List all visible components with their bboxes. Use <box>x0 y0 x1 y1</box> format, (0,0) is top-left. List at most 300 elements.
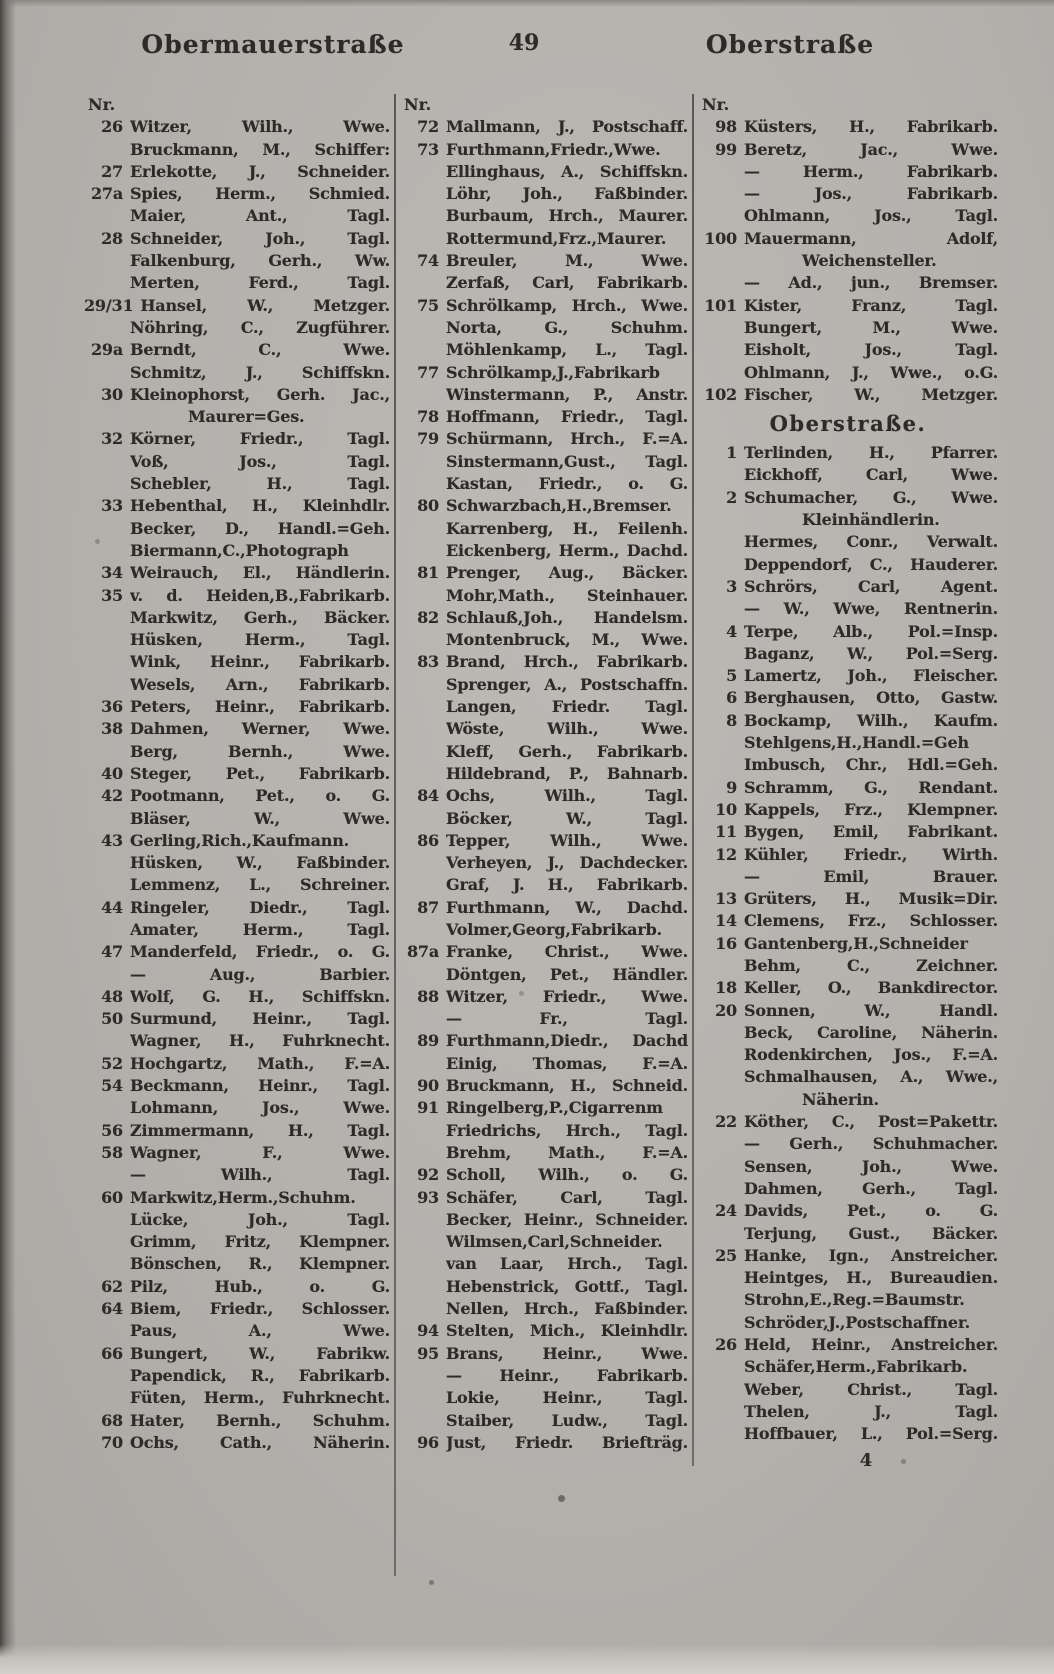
directory-entry <box>698 1245 998 1267</box>
directory-entry <box>400 852 688 874</box>
entry-text: Terpe, Alb., Pol.=Insp. <box>744 621 998 641</box>
footer-signature: 4 <box>859 1450 873 1471</box>
house-number: 16 <box>715 933 737 953</box>
house-number <box>400 1120 446 1142</box>
house-number <box>698 1401 744 1423</box>
entry-text: Franke, Christ., Wwe. <box>446 942 688 962</box>
entry-text: Nöhring, C., Zugführer. <box>130 317 390 337</box>
house-number <box>400 205 446 227</box>
directory-entry <box>698 910 998 932</box>
house-number: 68 <box>101 1410 123 1430</box>
column-divider <box>394 94 396 1576</box>
nr-column-label: Nr. <box>702 95 730 114</box>
entry-text: Winstermann, P., Anstr. <box>446 384 688 404</box>
directory-entry <box>84 718 390 740</box>
entry-text: Beck, Caroline, Näherin. <box>744 1022 998 1042</box>
entry-text: Burbaum, Hrch., Maurer. <box>446 206 688 226</box>
directory-entry <box>400 741 688 763</box>
directory-entry <box>84 250 390 272</box>
directory-entry <box>84 1164 390 1186</box>
directory-entry <box>698 1156 998 1178</box>
house-number: 34 <box>101 563 123 583</box>
entry-text: Schäfer,Herm.,Fabrikarb. <box>744 1357 968 1377</box>
house-number <box>84 406 130 428</box>
directory-entry <box>84 562 390 584</box>
entry-text: Hebenstrick, Gottf., Tagl. <box>446 1276 688 1296</box>
house-number <box>400 161 446 183</box>
house-number <box>84 1253 130 1275</box>
directory-entry <box>698 531 998 553</box>
directory-entry <box>400 1320 688 1342</box>
house-number: 6 <box>726 688 737 708</box>
entry-text: Eickenberg, Herm., Dachd. <box>446 540 688 560</box>
house-number: 75 <box>417 295 439 315</box>
entry-text: Imbusch, Chr., Hdl.=Geh. <box>744 755 998 775</box>
entry-text: Schumacher, G., Wwe. <box>744 487 998 507</box>
entry-text: Schebler, H., Tagl. <box>130 474 390 494</box>
directory-entry <box>698 116 998 138</box>
entry-text: Hoffbauer, L., Pol.=Serg. <box>744 1424 998 1444</box>
directory-entry <box>84 205 390 227</box>
house-number: 10 <box>715 799 737 819</box>
directory-entry <box>84 986 390 1008</box>
directory-column-3 <box>698 94 998 1446</box>
entry-text: Paus, A., Wwe. <box>130 1321 390 1341</box>
entry-text: Lamertz, Joh., Fleischer. <box>744 666 998 686</box>
entry-text: Beretz, Jac., Wwe. <box>744 139 998 159</box>
house-number <box>698 1289 744 1311</box>
directory-entry <box>84 116 390 138</box>
house-number: 13 <box>715 889 737 909</box>
house-number <box>400 451 446 473</box>
entry-text: Graf, J. H., Fabrikarb. <box>446 875 688 895</box>
directory-entry <box>698 821 998 843</box>
directory-entry <box>698 1334 998 1356</box>
entry-text: Ochs, Cath., Näherin. <box>130 1432 390 1452</box>
house-number <box>84 1164 130 1186</box>
entry-text: Karrenberg, H., Feilenh. <box>446 518 688 538</box>
house-number: 70 <box>101 1432 123 1452</box>
house-number: 14 <box>715 911 737 931</box>
house-number: 30 <box>101 384 123 404</box>
entry-text: Amater, Herm., Tagl. <box>130 919 390 939</box>
directory-entry <box>400 919 688 941</box>
entry-text: Grüters, H., Musik=Dir. <box>744 889 998 909</box>
directory-entry <box>400 1387 688 1409</box>
house-number <box>84 1387 130 1409</box>
house-number: 20 <box>715 1000 737 1020</box>
directory-entry <box>400 1410 688 1432</box>
entry-text: Rodenkirchen, Jos., F.=A. <box>744 1045 998 1065</box>
house-number: 44 <box>101 897 123 917</box>
directory-entry <box>698 1066 998 1088</box>
entry-text: Schramm, G., Rendant. <box>744 777 998 797</box>
directory-entry <box>84 1097 390 1119</box>
house-number <box>400 852 446 874</box>
house-number <box>698 1066 744 1088</box>
entry-text: Wink, Heinr., Fabrikarb. <box>130 652 390 672</box>
house-number: 56 <box>101 1120 123 1140</box>
house-number <box>400 1209 446 1231</box>
directory-entry <box>400 473 688 495</box>
entry-text: Kleinophorst, Gerh. Jac., <box>130 384 390 404</box>
house-number: 81 <box>417 563 439 583</box>
directory-entry <box>698 777 998 799</box>
entry-text: Ohlmann, J., Wwe., o.G. <box>744 362 998 382</box>
right-street-title: Oberstraße <box>705 30 875 59</box>
directory-entry <box>400 428 688 450</box>
entry-text: Ringeler, Diedr., Tagl. <box>130 897 390 917</box>
house-number: 1 <box>726 443 737 463</box>
house-number <box>698 1133 744 1155</box>
directory-entry <box>400 161 688 183</box>
directory-entry <box>84 1320 390 1342</box>
entry-text: Prenger, Aug., Bäcker. <box>446 563 688 583</box>
entry-text: Schrölkamp, Hrch., Wwe. <box>446 295 688 315</box>
house-number: 102 <box>704 384 737 404</box>
directory-entry <box>698 205 998 227</box>
house-number <box>84 451 130 473</box>
entry-text: Bockamp, Wilh., Kaufm. <box>744 710 998 730</box>
house-number: 12 <box>715 844 737 864</box>
directory-entry <box>400 1432 688 1454</box>
entry-text: Furthmann,Friedr.,Wwe. <box>446 139 661 159</box>
house-number <box>84 1320 130 1342</box>
directory-entry <box>84 139 390 161</box>
directory-entry <box>84 495 390 517</box>
directory-entry <box>84 674 390 696</box>
directory-entry <box>698 844 998 866</box>
entry-text: Furthmann, W., Dachd. <box>446 897 688 917</box>
nr-column-label: Nr. <box>404 95 432 114</box>
column-divider <box>692 94 694 1466</box>
directory-entry <box>698 1089 998 1111</box>
house-number <box>698 1022 744 1044</box>
house-number: 100 <box>704 228 737 248</box>
entry-text: Terjung, Gust., Bäcker. <box>744 1223 998 1243</box>
entry-text: Schmitz, J., Schiffskn. <box>130 362 390 382</box>
house-number <box>698 955 744 977</box>
house-number <box>400 473 446 495</box>
house-number <box>400 808 446 830</box>
directory-entry <box>400 183 688 205</box>
house-number <box>400 718 446 740</box>
directory-entry <box>84 540 390 562</box>
entry-text: Stehlgens,H.,Handl.=Geh <box>744 733 969 753</box>
entry-text: Lohmann, Jos., Wwe. <box>130 1098 390 1118</box>
directory-entry <box>698 933 998 955</box>
entry-text: Sensen, Joh., Wwe. <box>744 1156 998 1176</box>
scan-edge-left <box>0 0 16 1674</box>
entry-text: — Fr., Tagl. <box>446 1009 688 1029</box>
entry-text: Hermes, Conr., Verwalt. <box>744 532 998 552</box>
entry-text: Beckmann, Heinr., Tagl. <box>130 1076 390 1096</box>
directory-entry <box>84 1387 390 1409</box>
entry-text: Sprenger, A., Postschaffn. <box>446 674 688 694</box>
house-number <box>400 741 446 763</box>
house-number <box>400 674 446 696</box>
directory-entry <box>84 897 390 919</box>
entry-text: Wagner, F., Wwe. <box>130 1142 390 1162</box>
entry-text: v. d. Heiden,B.,Fabrikarb. <box>130 585 390 605</box>
directory-entry <box>400 384 688 406</box>
directory-entry <box>400 495 688 517</box>
directory-entry <box>698 1223 998 1245</box>
house-number: 11 <box>715 822 737 842</box>
directory-entry <box>84 919 390 941</box>
house-number <box>84 651 130 673</box>
directory-entry <box>84 406 390 428</box>
directory-entry <box>400 1276 688 1298</box>
entry-text: Küsters, H., Fabrikarb. <box>744 117 998 137</box>
house-number: 4 <box>726 621 737 641</box>
entry-text: Kleinhändlerin. <box>802 510 940 530</box>
entry-text: Just, Friedr. Briefträg. <box>446 1432 688 1452</box>
entry-text: Fischer, W., Metzger. <box>744 384 998 404</box>
house-number: 36 <box>101 697 123 717</box>
entry-text: Eisholt, Jos., Tagl. <box>744 340 998 360</box>
house-number: 26 <box>101 117 123 137</box>
house-number <box>400 1410 446 1432</box>
directory-entry <box>84 696 390 718</box>
directory-entry <box>84 384 390 406</box>
entry-text: Gantenberg,H.,Schneider <box>744 933 968 953</box>
entry-text: Hüsken, Herm., Tagl. <box>130 630 390 650</box>
house-number: 9 <box>726 777 737 797</box>
entry-text: Scholl, Wilh., o. G. <box>446 1165 688 1185</box>
directory-entry <box>698 621 998 643</box>
directory-entry <box>400 540 688 562</box>
house-number <box>84 674 130 696</box>
entry-text: Kappels, Frz., Klempner. <box>744 799 998 819</box>
directory-entry <box>698 643 998 665</box>
directory-entry <box>400 295 688 317</box>
directory-entry <box>698 272 998 294</box>
directory-entry <box>400 1253 688 1275</box>
entry-text: — Gerh., Schuhmacher. <box>744 1134 998 1154</box>
house-number <box>698 509 744 531</box>
house-number <box>400 1298 446 1320</box>
house-number <box>698 732 744 754</box>
directory-entry <box>84 651 390 673</box>
section-heading-oberstrasse: Oberstraße. <box>769 411 927 437</box>
house-number <box>698 183 744 205</box>
entry-text: Pootmann, Pet., o. G. <box>130 786 390 806</box>
entry-text: Voß, Jos., Tagl. <box>130 451 390 471</box>
entry-text: — Aug., Barbier. <box>130 964 390 984</box>
entry-text: Bungert, M., Wwe. <box>744 317 998 337</box>
house-number <box>400 919 446 941</box>
entry-text: Weber, Christ., Tagl. <box>744 1379 998 1399</box>
directory-entry <box>698 295 998 317</box>
directory-entry <box>698 665 998 687</box>
directory-entry <box>84 1276 390 1298</box>
house-number <box>698 250 744 272</box>
page-header <box>0 30 1054 70</box>
entry-text: Spies, Herm., Schmied. <box>130 184 390 204</box>
entry-text: Schwarzbach,H.,Bremser. <box>446 496 672 516</box>
house-number <box>400 1365 446 1387</box>
directory-entry <box>400 607 688 629</box>
entry-text: Köther, C., Post=Pakettr. <box>744 1112 998 1132</box>
entry-text: — Herm., Fabrikarb. <box>744 161 998 181</box>
directory-entry <box>84 518 390 540</box>
entry-text: Erlekotte, J., Schneider. <box>130 161 390 181</box>
directory-entry <box>698 384 998 406</box>
entry-text: Nellen, Hrch., Faßbinder. <box>446 1299 688 1319</box>
house-number <box>400 585 446 607</box>
directory-entry <box>400 339 688 361</box>
house-number <box>698 464 744 486</box>
entry-text: Steger, Pet., Fabrikarb. <box>130 763 390 783</box>
house-number <box>84 250 130 272</box>
house-number <box>400 964 446 986</box>
entry-text: Schrölkamp,J.,Fabrikarb <box>446 362 660 382</box>
house-number <box>698 339 744 361</box>
house-number: 91 <box>417 1098 439 1118</box>
house-number <box>698 866 744 888</box>
house-number: 80 <box>417 496 439 516</box>
directory-entry <box>698 687 998 709</box>
entry-text: — Jos., Fabrikarb. <box>744 184 998 204</box>
directory-entry <box>698 317 998 339</box>
house-number: 95 <box>417 1343 439 1363</box>
entry-text: Hildebrand, P., Bahnarb. <box>446 763 688 783</box>
entry-text: — Heinr., Fabrikarb. <box>446 1365 688 1385</box>
directory-entry <box>400 116 688 138</box>
entry-text: van Laar, Hrch., Tagl. <box>446 1254 688 1274</box>
directory-entry <box>698 1022 998 1044</box>
directory-entry <box>400 1008 688 1030</box>
entry-text: Weichensteller. <box>802 251 937 271</box>
directory-entry <box>698 799 998 821</box>
entry-text: Baganz, W., Pol.=Serg. <box>744 643 998 663</box>
house-number: 89 <box>417 1031 439 1051</box>
scan-edge-top <box>0 0 1054 7</box>
entry-text: Hebenthal, H., Kleinhdlr. <box>130 496 390 516</box>
entry-text: Dahmen, Werner, Wwe. <box>130 719 390 739</box>
house-number <box>698 531 744 553</box>
house-number <box>84 473 130 495</box>
entry-text: Thelen, J., Tagl. <box>744 1401 998 1421</box>
entry-text: Becker, D., Handl.=Geh. <box>130 518 390 538</box>
house-number <box>400 1142 446 1164</box>
house-number: 28 <box>101 228 123 248</box>
directory-entry <box>698 1312 998 1334</box>
directory-entry <box>400 1075 688 1097</box>
house-number <box>698 1089 744 1111</box>
house-number: 90 <box>417 1076 439 1096</box>
house-number: 87a <box>406 942 439 962</box>
directory-entry <box>698 554 998 576</box>
entry-text: Brans, Heinr., Wwe. <box>446 1343 688 1363</box>
house-number <box>698 754 744 776</box>
directory-entry <box>698 139 998 161</box>
directory-entry <box>400 808 688 830</box>
directory-column-2 <box>400 94 688 1454</box>
entry-text: Berndt, C., Wwe. <box>130 340 390 360</box>
entry-text: Mohr,Math., Steinhauer. <box>446 585 688 605</box>
entry-text: Bönschen, R., Klempner. <box>130 1254 390 1274</box>
house-number <box>84 1231 130 1253</box>
directory-entry <box>698 1044 998 1066</box>
entry-text: — Wilh., Tagl. <box>130 1165 390 1185</box>
directory-entry <box>84 339 390 361</box>
entry-text: Markwitz,Herm.,Schuhm. <box>130 1187 356 1207</box>
house-number: 48 <box>101 986 123 1006</box>
house-number: 27 <box>101 161 123 181</box>
directory-entry <box>84 607 390 629</box>
directory-entry <box>84 964 390 986</box>
directory-entry <box>84 1365 390 1387</box>
directory-entry <box>84 1075 390 1097</box>
entry-text: Witzer, Friedr., Wwe. <box>446 986 688 1006</box>
directory-entry <box>698 339 998 361</box>
entry-text: Bungert, W., Fabrikw. <box>130 1343 390 1363</box>
directory-entry <box>400 1365 688 1387</box>
house-number <box>400 228 446 250</box>
entry-text: Lokie, Heinr., Tagl. <box>446 1388 688 1408</box>
house-number: 54 <box>101 1076 123 1096</box>
house-number <box>698 1044 744 1066</box>
house-number <box>84 139 130 161</box>
directory-entry <box>84 1209 390 1231</box>
house-number <box>400 1387 446 1409</box>
directory-entry <box>400 696 688 718</box>
house-number <box>84 1365 130 1387</box>
house-number <box>400 874 446 896</box>
entry-text: Döntgen, Pet., Händler. <box>446 964 688 984</box>
house-number: 40 <box>101 763 123 783</box>
house-number <box>698 272 744 294</box>
house-number: 32 <box>101 429 123 449</box>
left-street-title: Obermauerstraße <box>141 30 405 59</box>
entry-text: Bruckmann, H., Schneid. <box>446 1076 688 1096</box>
house-number <box>84 607 130 629</box>
entry-text: Kister, Franz, Tagl. <box>744 295 998 315</box>
nr-column-label: Nr. <box>88 95 116 114</box>
directory-entry <box>84 473 390 495</box>
directory-entry <box>698 1289 998 1311</box>
directory-entry <box>84 451 390 473</box>
entry-text: Mauermann, Adolf, <box>744 228 998 248</box>
house-number <box>400 384 446 406</box>
directory-entry <box>400 139 688 161</box>
house-number <box>400 183 446 205</box>
entry-text: Hanke, Ign., Anstreicher. <box>744 1245 998 1265</box>
entry-text: Surmund, Heinr., Tagl. <box>130 1009 390 1029</box>
directory-entry <box>400 451 688 473</box>
directory-entry <box>400 964 688 986</box>
entry-text: Biermann,C.,Photograph <box>130 540 349 560</box>
page-number: 49 <box>508 30 540 56</box>
entry-text: Bruckmann, M., Schiffer: <box>130 139 390 159</box>
house-number <box>84 1097 130 1119</box>
directory-entry <box>400 1053 688 1075</box>
entry-text: Becker, Heinr., Schneider. <box>446 1209 688 1229</box>
house-number <box>84 272 130 294</box>
entry-text: Lemmenz, L., Schreiner. <box>130 875 390 895</box>
entry-text: Bläser, W., Wwe. <box>130 808 390 828</box>
entry-text: Böcker, W., Tagl. <box>446 808 688 828</box>
entry-text: Witzer, Wilh., Wwe. <box>130 117 390 137</box>
entry-text: Eickhoff, Carl, Wwe. <box>744 465 998 485</box>
entry-text: Volmer,Georg,Fabrikarb. <box>446 919 662 939</box>
directory-entry <box>84 295 390 317</box>
entry-text: Tepper, Wilh., Wwe. <box>446 830 688 850</box>
entry-text: Einig, Thomas, F.=A. <box>446 1053 688 1073</box>
house-number: 26 <box>715 1335 737 1355</box>
